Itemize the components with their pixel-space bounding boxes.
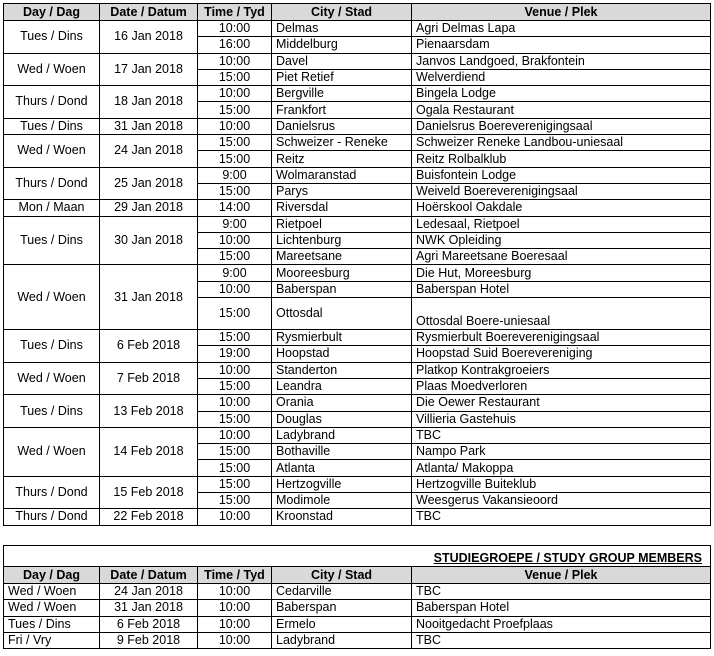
city-cell: Middelburg <box>272 37 412 53</box>
city-cell: Reitz <box>272 151 412 167</box>
time-cell: 10:00 <box>198 21 272 37</box>
day-cell: Thurs / Dond <box>4 167 100 200</box>
venue-cell: Agri Delmas Lapa <box>412 21 711 37</box>
header-date: Date / Datum <box>100 4 198 21</box>
city-cell: Baberspan <box>272 281 412 297</box>
time-cell: 10:00 <box>198 86 272 102</box>
venue-cell: TBC <box>412 584 711 600</box>
time-cell: 15:00 <box>198 378 272 394</box>
date-cell: 24 Jan 2018 <box>100 584 198 600</box>
time-cell: 15:00 <box>198 493 272 509</box>
city-cell: Atlanta <box>272 460 412 476</box>
city-cell: Standerton <box>272 362 412 378</box>
venue-cell: TBC <box>412 509 711 525</box>
venue-cell: Plaas Moedverloren <box>412 378 711 394</box>
study-group-row <box>4 616 711 632</box>
day-cell: Thurs / Dond <box>4 476 100 509</box>
header-venue: Venue / Plek <box>412 567 711 584</box>
study-group-row <box>4 632 711 648</box>
venue-cell: Janvos Landgoed, Brakfontein <box>412 53 711 69</box>
time-cell: 9:00 <box>198 216 272 232</box>
venue-cell: Bingela Lodge <box>412 86 711 102</box>
time-cell: 15:00 <box>198 249 272 265</box>
time-cell: 10:00 <box>198 427 272 443</box>
city-cell: Cedarville <box>272 584 412 600</box>
city-cell: Ottosdal <box>272 298 412 330</box>
day-cell: Wed / Woen <box>4 600 100 616</box>
venue-cell: Ledesaal, Rietpoel <box>412 216 711 232</box>
time-cell: 15:00 <box>198 102 272 118</box>
day-cell: Tues / Dins <box>4 216 100 265</box>
day-cell: Tues / Dins <box>4 118 100 134</box>
city-cell: Rietpoel <box>272 216 412 232</box>
day-cell: Tues / Dins <box>4 21 100 54</box>
venue-cell: Hertzogville Buiteklub <box>412 476 711 492</box>
study-group-header-row <box>4 567 711 584</box>
venue-cell: TBC <box>412 632 711 648</box>
day-cell: Wed / Woen <box>4 53 100 86</box>
venue-cell: Rysmierbult Boereverenigingsaal <box>412 330 711 346</box>
venue-cell: Ottosdal Boere-uniesaal <box>412 298 711 330</box>
schedule-row <box>4 86 711 102</box>
schedule-header-row <box>4 4 711 21</box>
schedule-row <box>4 362 711 378</box>
venue-cell: Nooitgedacht Proefplaas <box>412 616 711 632</box>
time-cell: 10:00 <box>198 395 272 411</box>
venue-cell: TBC <box>412 427 711 443</box>
study-group-table <box>3 545 711 649</box>
date-cell: 25 Jan 2018 <box>100 167 198 200</box>
venue-cell: Ogala Restaurant <box>412 102 711 118</box>
time-cell: 10:00 <box>198 600 272 616</box>
venue-cell: Die Hut, Moreesburg <box>412 265 711 281</box>
date-cell: 31 Jan 2018 <box>100 600 198 616</box>
city-cell: Ladybrand <box>272 632 412 648</box>
venue-cell: Platkop Kontrakgroeiers <box>412 362 711 378</box>
schedule-row <box>4 330 711 346</box>
day-cell: Tues / Dins <box>4 330 100 363</box>
header-time: Time / Tyd <box>198 4 272 21</box>
venue-cell: Agri Mareetsane Boeresaal <box>412 249 711 265</box>
schedule-row <box>4 200 711 216</box>
time-cell: 10:00 <box>198 362 272 378</box>
date-cell: 22 Feb 2018 <box>100 509 198 525</box>
city-cell: Davel <box>272 53 412 69</box>
venue-cell: Die Oewer Restaurant <box>412 395 711 411</box>
schedule-row <box>4 118 711 134</box>
time-cell: 10:00 <box>198 53 272 69</box>
date-cell: 24 Jan 2018 <box>100 135 198 168</box>
day-cell: Tues / Dins <box>4 616 100 632</box>
schedule-row <box>4 21 711 37</box>
city-cell: Lichtenburg <box>272 232 412 248</box>
venue-cell: Buisfontein Lodge <box>412 167 711 183</box>
schedule-row <box>4 135 711 151</box>
schedule-row <box>4 509 711 525</box>
date-cell: 14 Feb 2018 <box>100 427 198 476</box>
city-cell: Wolmaranstad <box>272 167 412 183</box>
city-cell: Mareetsane <box>272 249 412 265</box>
time-cell: 15:00 <box>198 135 272 151</box>
time-cell: 19:00 <box>198 346 272 362</box>
study-group-row <box>4 584 711 600</box>
city-cell: Parys <box>272 183 412 199</box>
time-cell: 10:00 <box>198 232 272 248</box>
time-cell: 15:00 <box>198 69 272 85</box>
schedule-table <box>3 3 711 526</box>
venue-cell: Villieria Gastehuis <box>412 411 711 427</box>
city-cell: Bothaville <box>272 444 412 460</box>
header-date: Date / Datum <box>100 567 198 584</box>
header-day: Day / Dag <box>4 4 100 21</box>
city-cell: Delmas <box>272 21 412 37</box>
venue-cell: Weesgerus Vakansieoord <box>412 493 711 509</box>
schedule-row <box>4 216 711 232</box>
day-cell: Thurs / Dond <box>4 509 100 525</box>
venue-cell: Atlanta/ Makoppa <box>412 460 711 476</box>
date-cell: 29 Jan 2018 <box>100 200 198 216</box>
time-cell: 15:00 <box>198 444 272 460</box>
city-cell: Bergville <box>272 86 412 102</box>
day-cell: Thurs / Dond <box>4 86 100 119</box>
date-cell: 31 Jan 2018 <box>100 265 198 330</box>
city-cell: Schweizer - Reneke <box>272 135 412 151</box>
schedule-body <box>4 4 711 526</box>
venue-cell: Nampo Park <box>412 444 711 460</box>
city-cell: Frankfort <box>272 102 412 118</box>
city-cell: Ermelo <box>272 616 412 632</box>
city-cell: Douglas <box>272 411 412 427</box>
city-cell: Ladybrand <box>272 427 412 443</box>
study-group-title: STUDIEGROEPE / STUDY GROUP MEMBERS <box>272 546 711 567</box>
time-cell: 15:00 <box>198 411 272 427</box>
city-cell: Piet Retief <box>272 69 412 85</box>
time-cell: 15:00 <box>198 298 272 330</box>
date-cell: 9 Feb 2018 <box>100 632 198 648</box>
date-cell: 18 Jan 2018 <box>100 86 198 119</box>
date-cell: 13 Feb 2018 <box>100 395 198 428</box>
time-cell: 14:00 <box>198 200 272 216</box>
time-cell: 10:00 <box>198 509 272 525</box>
time-cell: 10:00 <box>198 632 272 648</box>
schedule-row <box>4 395 711 411</box>
date-cell: 30 Jan 2018 <box>100 216 198 265</box>
city-cell: Danielsrus <box>272 118 412 134</box>
venue-cell: Baberspan Hotel <box>412 600 711 616</box>
venue-cell: NWK Opleiding <box>412 232 711 248</box>
time-cell: 10:00 <box>198 281 272 297</box>
day-cell: Wed / Woen <box>4 265 100 330</box>
date-cell: 6 Feb 2018 <box>100 330 198 363</box>
venue-cell: Danielsrus Boereverenigingsaal <box>412 118 711 134</box>
time-cell: 10:00 <box>198 616 272 632</box>
day-cell: Wed / Woen <box>4 362 100 395</box>
city-cell: Hoopstad <box>272 346 412 362</box>
schedule-row <box>4 427 711 443</box>
header-city: City / Stad <box>272 4 412 21</box>
day-cell: Mon / Maan <box>4 200 100 216</box>
city-cell: Mooreesburg <box>272 265 412 281</box>
venue-cell: Pienaarsdam <box>412 37 711 53</box>
city-cell: Riversdal <box>272 200 412 216</box>
city-cell: Orania <box>272 395 412 411</box>
venue-cell: Baberspan Hotel <box>412 281 711 297</box>
city-cell: Hertzogville <box>272 476 412 492</box>
city-cell: Baberspan <box>272 600 412 616</box>
study-group-row <box>4 600 711 616</box>
header-venue: Venue / Plek <box>412 4 711 21</box>
venue-cell: Hoërskool Oakdale <box>412 200 711 216</box>
date-cell: 7 Feb 2018 <box>100 362 198 395</box>
time-cell: 15:00 <box>198 151 272 167</box>
venue-cell: Hoopstad Suid Boerevereniging <box>412 346 711 362</box>
header-city: City / Stad <box>272 567 412 584</box>
time-cell: 10:00 <box>198 584 272 600</box>
venue-cell: Welverdiend <box>412 69 711 85</box>
schedule-row <box>4 167 711 183</box>
city-cell: Modimole <box>272 493 412 509</box>
date-cell: 31 Jan 2018 <box>100 118 198 134</box>
time-cell: 15:00 <box>198 460 272 476</box>
study-group-title-row <box>4 546 711 567</box>
date-cell: 16 Jan 2018 <box>100 21 198 54</box>
day-cell: Fri / Vry <box>4 632 100 648</box>
date-cell: 17 Jan 2018 <box>100 53 198 86</box>
city-cell: Kroonstad <box>272 509 412 525</box>
time-cell: 9:00 <box>198 167 272 183</box>
time-cell: 10:00 <box>198 118 272 134</box>
schedule-row <box>4 476 711 492</box>
day-cell: Wed / Woen <box>4 584 100 600</box>
time-cell: 15:00 <box>198 476 272 492</box>
study-group-body <box>4 546 711 649</box>
day-cell: Wed / Woen <box>4 427 100 476</box>
header-time: Time / Tyd <box>198 567 272 584</box>
time-cell: 9:00 <box>198 265 272 281</box>
schedule-row <box>4 53 711 69</box>
time-cell: 15:00 <box>198 183 272 199</box>
date-cell: 6 Feb 2018 <box>100 616 198 632</box>
venue-cell: Schweizer Reneke Landbou-uniesaal <box>412 135 711 151</box>
venue-cell: Weiveld Boereverenigingsaal <box>412 183 711 199</box>
city-cell: Leandra <box>272 378 412 394</box>
city-cell: Rysmierbult <box>272 330 412 346</box>
day-cell: Tues / Dins <box>4 395 100 428</box>
date-cell: 15 Feb 2018 <box>100 476 198 509</box>
day-cell: Wed / Woen <box>4 135 100 168</box>
schedule-row <box>4 265 711 281</box>
study-group-title-spacer <box>4 546 272 567</box>
time-cell: 15:00 <box>198 330 272 346</box>
venue-cell: Reitz Rolbalklub <box>412 151 711 167</box>
time-cell: 16:00 <box>198 37 272 53</box>
header-day: Day / Dag <box>4 567 100 584</box>
